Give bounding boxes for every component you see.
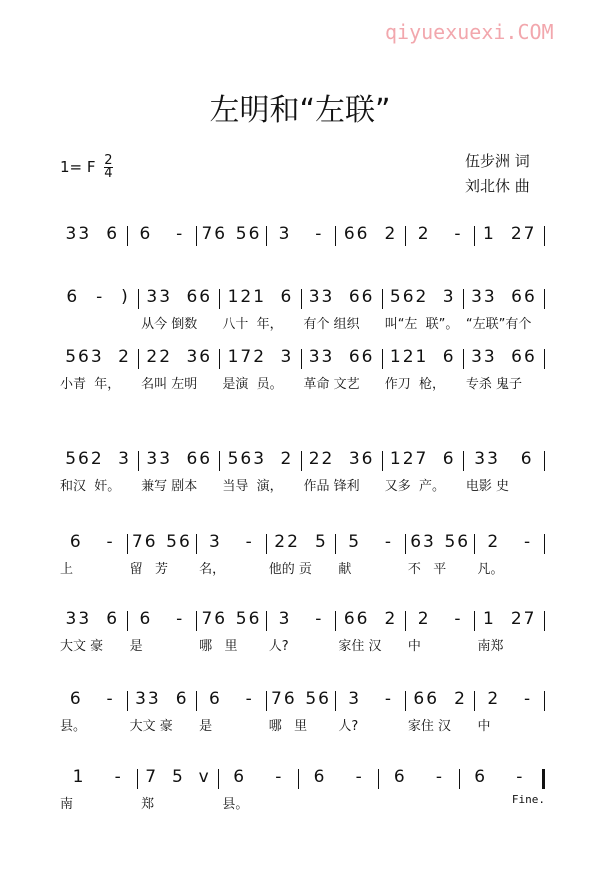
barline	[544, 611, 545, 631]
note-group: 33	[471, 347, 497, 367]
measure	[219, 767, 298, 789]
measure	[220, 287, 300, 309]
note-group: -	[176, 224, 185, 244]
lyricist: 伍步洲 词	[465, 152, 530, 170]
measure	[58, 287, 138, 309]
measure	[475, 224, 544, 246]
note-group: -	[315, 224, 324, 244]
note-group: 1	[482, 224, 496, 244]
note-group: 22	[146, 347, 173, 367]
note-group: 56	[235, 224, 262, 244]
time-top: 2	[104, 153, 113, 168]
note-group: 2	[384, 609, 398, 629]
note-group: 127	[389, 449, 429, 469]
note-group: 3	[442, 287, 456, 307]
measure	[267, 689, 336, 711]
note-group: 563	[227, 449, 267, 469]
measure	[197, 609, 266, 631]
note-group: 6	[233, 767, 247, 787]
lyric: 县。	[60, 719, 87, 734]
score-row	[58, 609, 545, 654]
note-group: 121	[227, 287, 267, 307]
measure	[128, 689, 197, 711]
note-group: 3	[118, 449, 131, 469]
note-group: 66	[511, 347, 537, 367]
measure	[267, 532, 336, 554]
lyric: 叫“左 联”。	[384, 317, 459, 332]
measure	[58, 609, 127, 631]
note-group: 56	[305, 689, 331, 709]
measure	[197, 224, 266, 246]
note-group: 6	[209, 689, 222, 709]
barline	[544, 451, 545, 471]
note-group: 6	[393, 767, 407, 787]
lyric: 是	[199, 719, 213, 734]
lyric: 献	[338, 562, 352, 577]
lyric: 中	[407, 639, 421, 654]
measure	[128, 609, 197, 631]
note-group: -	[245, 689, 254, 709]
measure	[383, 347, 463, 369]
lyric: 人?	[338, 719, 359, 734]
note-group: 33	[146, 449, 173, 469]
lyric: 是	[129, 639, 143, 654]
note-group: 6	[139, 224, 153, 244]
measure	[406, 689, 475, 711]
note-group: 76	[131, 532, 158, 552]
note-group: 36	[348, 449, 375, 469]
measure	[58, 532, 127, 554]
note-group: 33	[65, 224, 92, 244]
lyric: 名，	[199, 562, 226, 577]
measure	[406, 224, 475, 246]
measure	[379, 767, 458, 789]
notes-line	[58, 224, 545, 246]
measure	[267, 224, 336, 246]
barline	[544, 691, 545, 711]
notes-line	[58, 449, 545, 471]
note-group: 33	[308, 347, 335, 367]
measure	[197, 532, 266, 554]
lyric: 哪 里	[199, 639, 238, 654]
measure	[464, 449, 544, 471]
lyrics-line	[58, 373, 545, 392]
lyric: 专杀 鬼子	[465, 377, 522, 392]
note-group: 562	[389, 287, 429, 307]
note-group: 36	[186, 347, 213, 367]
measure	[475, 532, 544, 554]
note-group: 33	[135, 689, 161, 709]
measure	[302, 287, 382, 309]
note-group: 27	[510, 609, 537, 629]
note-group: 2	[417, 609, 431, 629]
barline	[544, 289, 545, 309]
measure	[336, 609, 405, 631]
lyrics-line	[58, 558, 545, 577]
measure	[460, 767, 539, 789]
note-group: 6	[442, 347, 456, 367]
lyric: 留 芳	[129, 562, 168, 577]
measure	[336, 689, 405, 711]
note-group: 66	[348, 287, 375, 307]
note-group: 2	[487, 689, 501, 709]
score-row	[58, 347, 545, 392]
measure	[197, 689, 266, 711]
score-row	[58, 689, 545, 734]
lyric: 他的 贡	[268, 562, 312, 577]
lyric: 兼写 剧本	[141, 479, 198, 494]
key-signature	[60, 155, 113, 180]
note-group: -	[435, 767, 445, 787]
note-group: 6	[69, 532, 83, 552]
lyrics-line	[58, 635, 545, 654]
barline	[544, 349, 545, 369]
note-group: -	[275, 767, 284, 787]
lyrics-line	[58, 313, 545, 332]
score-row	[58, 287, 545, 332]
note-group: 76	[271, 689, 297, 709]
note-group: 33	[65, 609, 92, 629]
note-group: -	[523, 689, 533, 709]
lyric: 和汉 奸。	[60, 479, 121, 494]
lyric	[383, 793, 464, 812]
lyric: 从今 倒数	[141, 317, 198, 332]
measure	[406, 609, 475, 631]
lyric: 是演 员。	[222, 377, 283, 392]
lyric: 电影 史	[465, 479, 509, 494]
note-group: 6	[442, 449, 456, 469]
note-group: 172	[227, 347, 267, 367]
note-group: -	[384, 532, 393, 552]
note-group: 6	[520, 449, 534, 469]
measure	[58, 767, 137, 789]
measure	[58, 449, 138, 471]
note-group: -	[315, 609, 324, 629]
note-group: 3	[280, 347, 294, 367]
note-group: 6	[175, 689, 189, 709]
lyric	[302, 793, 383, 812]
note-group: 3	[348, 689, 362, 709]
lyrics-line	[58, 475, 545, 494]
measure	[336, 532, 405, 554]
note-group: 2	[280, 449, 294, 469]
time-bottom: 4	[104, 166, 113, 181]
note-group: 1	[72, 767, 86, 787]
note-group: 56	[444, 532, 471, 552]
song-title: 左明和“左联”	[209, 93, 391, 128]
measure	[475, 689, 544, 711]
lyric: 家住 汉	[338, 639, 382, 654]
lyric: 八十 年，	[222, 317, 283, 332]
note-group: 6	[313, 767, 327, 787]
note-group: 56	[235, 609, 262, 629]
lyric: 名叫 左明	[141, 377, 198, 392]
measure	[464, 287, 544, 309]
lyrics-line	[58, 793, 545, 812]
note-group: -	[454, 609, 463, 629]
notes-line	[58, 287, 545, 309]
measure	[383, 287, 463, 309]
measure	[220, 347, 300, 369]
note-group: 6	[66, 287, 80, 307]
note-group: 66	[343, 609, 370, 629]
measure	[302, 449, 382, 471]
measure	[299, 767, 378, 789]
lyric: 南郑	[477, 639, 504, 654]
note-group: -	[176, 609, 185, 629]
note-group: 33	[308, 287, 335, 307]
barline	[544, 534, 545, 554]
measure	[406, 532, 475, 554]
measure	[128, 224, 197, 246]
note-group: 3	[278, 609, 292, 629]
lyrics-line	[58, 715, 545, 734]
note-group: 22	[274, 532, 300, 552]
lyric: 家住 汉	[407, 719, 452, 734]
lyric: 郑	[141, 797, 155, 812]
note-group: 1	[482, 609, 496, 629]
note-group: 2	[384, 224, 398, 244]
lyric: 中	[477, 719, 491, 734]
note-group: 66	[343, 224, 370, 244]
lyric: 革命 文艺	[303, 377, 360, 392]
measure	[139, 287, 219, 309]
note-group: 2	[417, 224, 431, 244]
note-group: 33	[474, 449, 500, 469]
note-group: -	[106, 689, 115, 709]
note-group: -	[355, 767, 364, 787]
notes-line	[58, 767, 545, 789]
composer: 刘北休 曲	[465, 177, 530, 195]
note-group: -	[454, 224, 463, 244]
note-group: 2	[487, 532, 501, 552]
measure	[383, 449, 463, 471]
score-row	[58, 449, 545, 494]
barline	[544, 226, 545, 246]
note-group: 5	[348, 532, 362, 552]
measure	[58, 224, 127, 246]
note-group: 563	[65, 347, 104, 367]
note-group: 2	[454, 689, 467, 709]
measure	[139, 347, 219, 369]
lyric	[58, 313, 139, 332]
lyric: 哪 里	[268, 719, 308, 734]
note-group: )	[121, 287, 130, 307]
note-group: 3	[278, 224, 292, 244]
score-row	[58, 767, 545, 812]
note-group: 121	[389, 347, 429, 367]
lyric: 南	[60, 797, 74, 812]
measure	[475, 609, 544, 631]
lyric: 人?	[268, 639, 289, 654]
key-label: 1= F	[60, 158, 96, 176]
note-group: 6	[139, 609, 153, 629]
note-group: 66	[413, 689, 440, 709]
note-group: 66	[348, 347, 375, 367]
note-group: 5	[314, 532, 328, 552]
measure	[128, 532, 197, 554]
note-group: 2	[118, 347, 131, 367]
note-group: 76	[201, 224, 228, 244]
lyric: Fine.	[511, 793, 546, 806]
note-group: 63	[410, 532, 436, 552]
note-group: 33	[146, 287, 173, 307]
note-group: 66	[511, 287, 537, 307]
lyric: “左联”有个	[465, 317, 532, 332]
note-group: -	[106, 532, 115, 552]
note-group: -	[245, 532, 254, 552]
lyric: 作品 锋利	[303, 479, 360, 494]
note-group: 7	[145, 767, 159, 787]
note-group: 56	[166, 532, 192, 552]
score-row	[58, 224, 545, 250]
note-group: 5	[171, 767, 185, 787]
notes-line	[58, 689, 545, 711]
notes-line	[58, 347, 545, 369]
lyric: 不 平	[407, 562, 447, 577]
note-group: -	[384, 689, 393, 709]
watermark: qiyuexuexi.COM	[385, 20, 554, 44]
measure	[336, 224, 405, 246]
note-group: 27	[510, 224, 537, 244]
lyric: 有个 组织	[303, 317, 360, 332]
measure	[138, 767, 217, 789]
note-group: 66	[186, 449, 213, 469]
notes-line	[58, 532, 545, 554]
lyric: 作刀 枪，	[384, 377, 445, 392]
lyric: 大文 豪	[60, 639, 104, 654]
note-group: 6	[106, 609, 120, 629]
note-group: 33	[471, 287, 497, 307]
note-group: 3	[209, 532, 222, 552]
measure	[220, 449, 300, 471]
note-group: 66	[186, 287, 213, 307]
time-signature	[104, 155, 112, 180]
lyric: 又多 产。	[384, 479, 445, 494]
note-group: 22	[308, 449, 335, 469]
note-group: 6	[106, 224, 120, 244]
note-group: 6	[280, 287, 294, 307]
notes-line	[58, 609, 545, 631]
note-group: -	[523, 532, 533, 552]
note-group: -	[516, 767, 525, 787]
measure	[267, 609, 336, 631]
lyric: 凡。	[477, 562, 504, 577]
note-group: v	[198, 767, 211, 787]
note-group: 562	[65, 449, 104, 469]
note-group: 6	[69, 689, 83, 709]
lyric: 大文 豪	[129, 719, 173, 734]
measure	[58, 689, 127, 711]
score-row	[58, 532, 545, 577]
lyric: 县。	[222, 797, 249, 812]
note-group: 6	[474, 767, 488, 787]
lyric: 小青 年，	[60, 377, 121, 392]
final-barline	[542, 769, 545, 789]
note-group: -	[96, 287, 105, 307]
note-group: -	[114, 767, 123, 787]
lyric: 上	[60, 562, 74, 577]
note-group: 76	[201, 609, 228, 629]
measure	[139, 449, 219, 471]
measure	[464, 347, 544, 369]
measure	[302, 347, 382, 369]
measure	[58, 347, 138, 369]
lyric: 当导 演，	[222, 479, 283, 494]
